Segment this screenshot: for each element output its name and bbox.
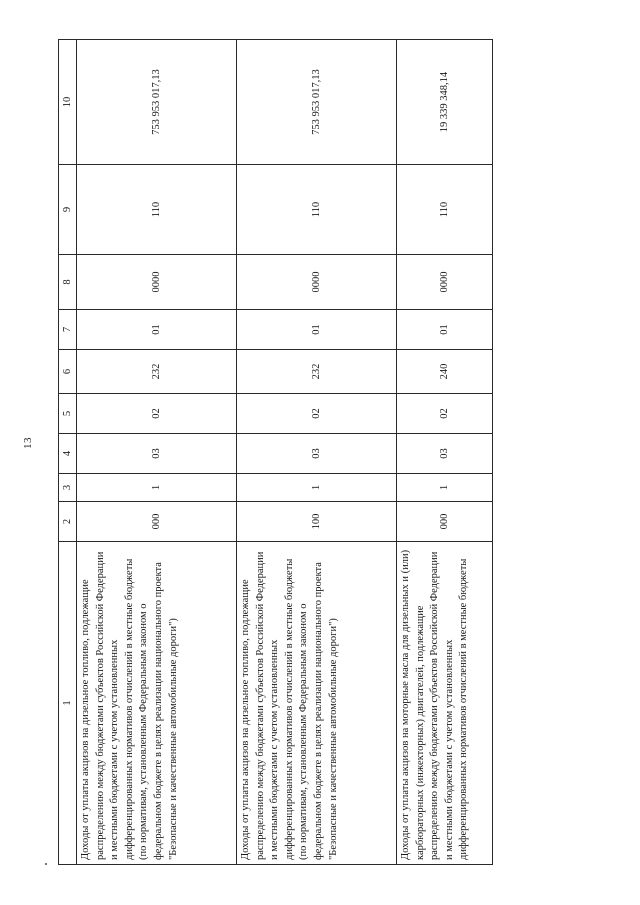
row-code-admin: 000 bbox=[77, 502, 237, 542]
row-description: Доходы от уплаты акцизов на моторные масла для дизельных и (или) карбюраторных (инжекторных) двигателей, подлежащие распределению между бюджетами субъектов Российской Федерации и местными бюджетами с учетом установленных дифференцированных нормативов отчислений в местные бюджеты bbox=[397, 542, 493, 865]
row-code-subarticle: 232 bbox=[77, 350, 237, 394]
row-code-element: 01 bbox=[397, 310, 493, 350]
column-number-5: 5 bbox=[59, 394, 77, 434]
row-code-subgroup: 03 bbox=[77, 434, 237, 474]
row-code-subgroup: 03 bbox=[397, 434, 493, 474]
column-number-6: 6 bbox=[59, 350, 77, 394]
row-code-article: 02 bbox=[77, 394, 237, 434]
column-number-7: 7 bbox=[59, 310, 77, 350]
column-number-10: 10 bbox=[59, 40, 77, 165]
row-code-subgroup: 03 bbox=[237, 434, 397, 474]
row-amount: 753 953 017,13 bbox=[77, 40, 237, 165]
table-row bbox=[77, 40, 237, 865]
rotated-page-area bbox=[58, 40, 493, 865]
row-code-article: 02 bbox=[397, 394, 493, 434]
scan-speck bbox=[45, 863, 47, 865]
row-code-group: 1 bbox=[237, 474, 397, 502]
row-code-subarticle: 232 bbox=[237, 350, 397, 394]
row-code-classification: 110 bbox=[237, 165, 397, 255]
column-number-8: 8 bbox=[59, 255, 77, 310]
row-amount: 753 953 017,13 bbox=[237, 40, 397, 165]
row-code-program: 0000 bbox=[397, 255, 493, 310]
row-code-group: 1 bbox=[77, 474, 237, 502]
column-number-9: 9 bbox=[59, 165, 77, 255]
row-code-classification: 110 bbox=[397, 165, 493, 255]
row-description: Доходы от уплаты акцизов на дизельное топливо, подлежащие распределению между бюджетами субъектов Российской Федерации и местными бюджетами с учетом установленных дифференцированных нормативов отчислений в местные бюджеты (по нормативам, установленным Федеральным законом о федеральном бюджете в целях реализации национального проекта "Безопасные и качественные автомобильные дороги") bbox=[77, 542, 237, 865]
row-code-group: 1 bbox=[397, 474, 493, 502]
row-code-element: 01 bbox=[77, 310, 237, 350]
row-code-subarticle: 240 bbox=[397, 350, 493, 394]
row-code-admin: 000 bbox=[397, 502, 493, 542]
row-code-element: 01 bbox=[237, 310, 397, 350]
column-number-3: 3 bbox=[59, 474, 77, 502]
row-code-program: 0000 bbox=[237, 255, 397, 310]
rotated-table-container bbox=[58, 40, 493, 865]
table-row bbox=[237, 40, 397, 865]
row-code-classification: 110 bbox=[77, 165, 237, 255]
row-code-article: 02 bbox=[237, 394, 397, 434]
row-amount: 19 339 348,14 bbox=[397, 40, 493, 165]
column-number-1: 1 bbox=[59, 542, 77, 865]
row-code-admin: 100 bbox=[237, 502, 397, 542]
row-description: Доходы от уплаты акцизов на дизельное топливо, подлежащие распределению между бюджетами субъектов Российской Федерации и местными бюджетами с учетом установленных дифференцированных нормативов отчислений в местные бюджеты (по нормативам, установленным Федеральным законом о федеральном бюджете в целях реализации национального проекта "Безопасные и качественные автомобильные дороги") bbox=[237, 542, 397, 865]
revenue-table bbox=[58, 39, 493, 865]
page-number: 13 bbox=[22, 437, 34, 449]
column-number-4: 4 bbox=[59, 434, 77, 474]
header-row bbox=[59, 40, 77, 865]
row-code-program: 0000 bbox=[77, 255, 237, 310]
table-row bbox=[397, 40, 493, 865]
column-number-2: 2 bbox=[59, 502, 77, 542]
